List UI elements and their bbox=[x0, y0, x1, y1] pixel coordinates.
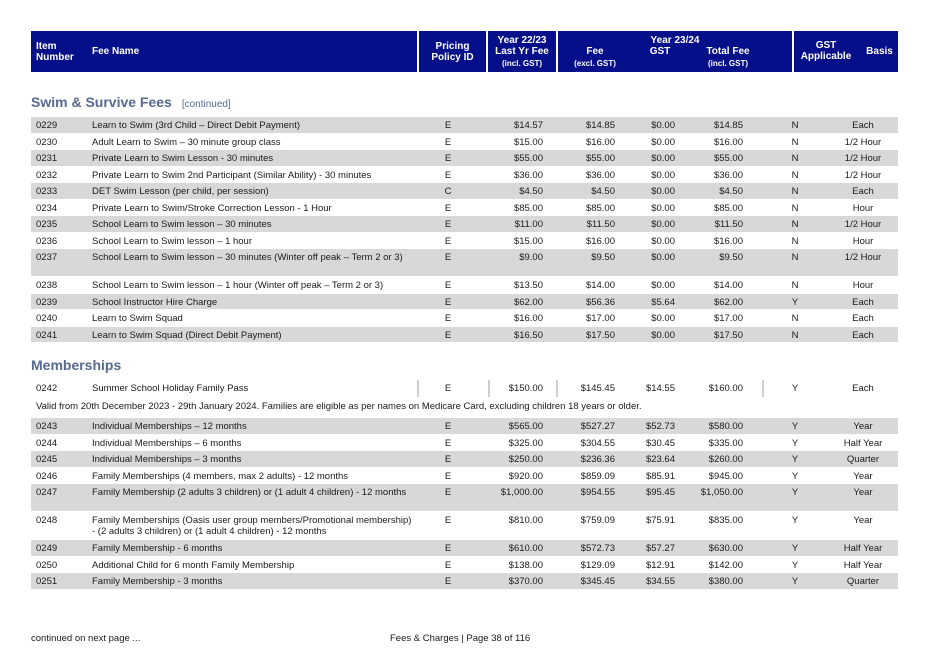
cell-gst: $0.00 bbox=[651, 219, 675, 230]
cell-total-fee: $16.00 bbox=[713, 136, 743, 148]
cell-gst-applicable: N bbox=[791, 280, 799, 291]
cell-last-yr-fee: $15.00 bbox=[513, 136, 543, 148]
cell-fee-name: Individual Memberships – 3 months bbox=[92, 454, 242, 465]
cell-fee-name: Family Memberships (4 members, max 2 adults) - 12 months bbox=[92, 470, 349, 482]
cell-last-yr-fee: $810.00 bbox=[508, 515, 543, 526]
header-pricing-policy bbox=[419, 31, 486, 72]
header-fee: Fee bbox=[586, 46, 604, 57]
cell-item-number: 0249 bbox=[36, 543, 58, 554]
cell-item-number: 0233 bbox=[36, 186, 58, 197]
table-row bbox=[31, 277, 898, 293]
cell-fee: $36.00 bbox=[585, 169, 615, 181]
cell-pricing-policy: E bbox=[444, 487, 452, 498]
cell-fee: $11.50 bbox=[586, 219, 615, 230]
cell-fee: $14.00 bbox=[585, 280, 615, 291]
cell-fee-name: Individual Memberships – 12 months bbox=[92, 421, 247, 432]
header-year-curr: Year 23/24 bbox=[650, 35, 700, 46]
cell-last-yr-fee: $14.57 bbox=[513, 120, 543, 131]
cell-basis: Year bbox=[853, 487, 873, 498]
table-row bbox=[31, 117, 898, 133]
cell-fee: $859.09 bbox=[580, 470, 615, 482]
cell-pricing-policy: E bbox=[444, 313, 452, 324]
cell-item-number: 0251 bbox=[36, 576, 58, 587]
table-row bbox=[31, 310, 898, 326]
cell-gst: $95.45 bbox=[645, 487, 675, 498]
table-row bbox=[31, 167, 898, 183]
cell-basis: Year bbox=[853, 470, 873, 482]
cell-basis: Hour bbox=[852, 280, 874, 291]
cell-item-number: 0235 bbox=[36, 219, 58, 230]
cell-pricing-policy: E bbox=[444, 559, 452, 571]
table-row bbox=[31, 557, 898, 573]
cell-total-fee: $17.00 bbox=[713, 313, 743, 324]
cell-fee: $145.45 bbox=[580, 383, 615, 394]
cell-gst-applicable: Y bbox=[791, 421, 799, 432]
column-separator bbox=[762, 380, 764, 397]
cell-basis: Half Year bbox=[843, 543, 883, 554]
cell-item-number: 0240 bbox=[36, 313, 58, 324]
cell-basis: Year bbox=[853, 515, 873, 526]
cell-fee-name: Learn to Swim Squad (Direct Debit Payment) bbox=[92, 329, 282, 341]
swim-continued-text: [continued] bbox=[181, 99, 231, 110]
cell-total-fee: $1,050.00 bbox=[700, 487, 743, 498]
cell-pricing-policy: E bbox=[444, 153, 452, 164]
cell-last-yr-fee: $1,000.00 bbox=[500, 487, 543, 498]
cell-total-fee: $380.00 bbox=[708, 576, 743, 587]
cell-fee: $56.36 bbox=[585, 296, 615, 308]
cell-last-yr-fee: $55.00 bbox=[513, 153, 543, 164]
cell-last-yr-fee: $325.00 bbox=[508, 437, 543, 449]
cell-gst: $0.00 bbox=[651, 120, 675, 131]
table-row bbox=[31, 327, 898, 343]
table-row bbox=[31, 183, 898, 199]
section-title-memberships: Memberships bbox=[31, 357, 122, 373]
table-row bbox=[31, 150, 898, 166]
cell-fee-name: Summer School Holiday Family Pass bbox=[92, 383, 249, 394]
column-separator bbox=[556, 380, 558, 397]
cell-gst-applicable: N bbox=[791, 252, 799, 263]
cell-gst-applicable: Y bbox=[791, 437, 799, 449]
cell-item-number: 0236 bbox=[36, 235, 58, 247]
cell-fee-name: Family Membership - 6 months bbox=[92, 543, 223, 554]
cell-fee-name: School Learn to Swim lesson – 1 hour bbox=[92, 235, 253, 247]
cell-basis: Year bbox=[853, 421, 873, 432]
cell-pricing-policy: E bbox=[444, 296, 452, 308]
cell-item-number: 0247 bbox=[36, 487, 58, 498]
cell-gst-applicable: N bbox=[791, 313, 799, 324]
cell-last-yr-fee: $565.00 bbox=[508, 421, 543, 432]
cell-fee-name: Learn to Swim (3rd Child – Direct Debit Payment) bbox=[92, 120, 301, 131]
cell-gst-applicable: Y bbox=[791, 454, 799, 465]
header-pricing-policy-label: Pricing Policy ID bbox=[431, 40, 474, 63]
cell-total-fee: $945.00 bbox=[708, 470, 743, 482]
cell-total-fee: $142.00 bbox=[708, 559, 743, 571]
swim-title-text: Swim & Survive Fees bbox=[31, 94, 172, 110]
cell-fee: $527.27 bbox=[580, 421, 615, 432]
cell-last-yr-fee: $85.00 bbox=[513, 202, 543, 214]
cell-fee: $4.50 bbox=[591, 186, 615, 197]
cell-pricing-policy: E bbox=[444, 219, 452, 230]
cell-gst: $14.55 bbox=[645, 383, 675, 394]
cell-basis: 1/2 Hour bbox=[844, 136, 882, 148]
table-row bbox=[31, 200, 898, 216]
cell-fee: $954.55 bbox=[580, 487, 615, 498]
cell-fee-name: School Learn to Swim lesson – 30 minutes (Winter off peak – Term 2 or 3) bbox=[92, 252, 403, 263]
cell-item-number: 0238 bbox=[36, 280, 58, 291]
cell-fee: $55.00 bbox=[585, 153, 615, 164]
cell-gst: $52.73 bbox=[645, 421, 675, 432]
cell-pricing-policy: E bbox=[444, 543, 452, 554]
cell-gst-applicable: N bbox=[791, 186, 799, 197]
cell-last-yr-fee: $250.00 bbox=[508, 454, 543, 465]
cell-gst: $0.00 bbox=[651, 136, 675, 148]
cell-total-fee: $580.00 bbox=[708, 421, 743, 432]
cell-pricing-policy: E bbox=[444, 235, 452, 247]
cell-fee: $14.85 bbox=[585, 120, 615, 131]
cell-fee-name: Learn to Swim Squad bbox=[92, 313, 183, 324]
table-row bbox=[31, 294, 898, 310]
cell-gst: $30.45 bbox=[645, 437, 675, 449]
cell-last-yr-fee: $920.00 bbox=[508, 470, 543, 482]
cell-gst: $0.00 bbox=[651, 153, 675, 164]
cell-fee-name: Private Learn to Swim 2nd Participant (Similar Ability) - 30 minutes bbox=[92, 169, 372, 181]
cell-basis: Hour bbox=[852, 235, 874, 247]
cell-item-number: 0239 bbox=[36, 296, 58, 308]
cell-fee-name: School Learn to Swim lesson – 30 minutes bbox=[92, 219, 272, 230]
cell-gst: $34.55 bbox=[645, 576, 675, 587]
cell-total-fee: $4.50 bbox=[719, 186, 743, 197]
cell-fee-name: School Learn to Swim lesson – 1 hour (Winter off peak – Term 2 or 3) bbox=[92, 280, 384, 291]
cell-fee: $236.36 bbox=[580, 454, 615, 465]
cell-item-number: 0250 bbox=[36, 559, 58, 571]
cell-gst: $0.00 bbox=[651, 186, 675, 197]
cell-basis: Quarter bbox=[846, 576, 880, 587]
cell-pricing-policy: E bbox=[444, 329, 452, 341]
cell-gst-applicable: N bbox=[791, 169, 799, 181]
cell-pricing-policy: E bbox=[444, 576, 452, 587]
cell-pricing-policy: E bbox=[444, 421, 452, 432]
cell-gst: $0.00 bbox=[651, 329, 675, 341]
header-gst-applicable: GST Applicable bbox=[800, 40, 852, 62]
cell-basis: Each bbox=[852, 329, 874, 341]
cell-basis: Each bbox=[852, 120, 874, 131]
cell-gst: $75.91 bbox=[645, 515, 675, 526]
cell-gst-applicable: N bbox=[791, 235, 799, 247]
cell-gst-applicable: Y bbox=[791, 487, 799, 498]
table-row bbox=[31, 216, 898, 232]
cell-basis: Half Year bbox=[843, 559, 883, 571]
cell-pricing-policy: E bbox=[444, 202, 452, 214]
table-row bbox=[31, 435, 898, 451]
cell-last-yr-fee: $9.00 bbox=[519, 252, 543, 263]
cell-last-yr-fee: $16.50 bbox=[513, 329, 543, 341]
cell-item-number: 0230 bbox=[36, 136, 58, 148]
cell-gst-applicable: Y bbox=[791, 559, 799, 571]
cell-fee: $17.00 bbox=[585, 313, 615, 324]
cell-item-number: 0241 bbox=[36, 329, 58, 341]
cell-total-fee: $260.00 bbox=[708, 454, 743, 465]
cell-fee: $129.09 bbox=[580, 559, 615, 571]
cell-gst: $57.27 bbox=[645, 543, 675, 554]
cell-fee-name: DET Swim Lesson (per child, per session) bbox=[92, 186, 269, 197]
header-item-number: Item Number bbox=[36, 40, 74, 63]
table-row bbox=[31, 418, 898, 434]
cell-fee-name: Additional Child for 6 month Family Membership bbox=[92, 559, 295, 571]
header-gst: GST bbox=[649, 46, 671, 57]
cell-gst-applicable: N bbox=[791, 120, 799, 131]
cell-fee: $85.00 bbox=[585, 202, 615, 214]
cell-last-yr-fee: $13.50 bbox=[513, 280, 543, 291]
cell-last-yr-fee: $36.00 bbox=[513, 169, 543, 181]
cell-gst: $12.91 bbox=[645, 559, 675, 571]
cell-pricing-policy: E bbox=[444, 280, 452, 291]
cell-gst: $23.64 bbox=[645, 454, 675, 465]
cell-pricing-policy: E bbox=[444, 454, 452, 465]
cell-total-fee: $85.00 bbox=[713, 202, 743, 214]
continued-note: continued on next page ... bbox=[31, 633, 141, 644]
table-row bbox=[31, 233, 898, 249]
cell-pricing-policy: E bbox=[444, 437, 452, 449]
cell-pricing-policy: E bbox=[444, 169, 452, 181]
cell-total-fee: $14.00 bbox=[713, 280, 743, 291]
cell-pricing-policy: C bbox=[444, 186, 452, 197]
cell-total-fee: $11.50 bbox=[714, 219, 743, 230]
cell-fee-name: Private Learn to Swim/Stroke Correction Lesson - 1 Hour bbox=[92, 202, 332, 214]
cell-last-yr-fee: $62.00 bbox=[513, 296, 543, 308]
cell-pricing-policy: E bbox=[444, 120, 452, 131]
cell-gst: $0.00 bbox=[651, 235, 675, 247]
cell-gst: $85.91 bbox=[645, 470, 675, 482]
cell-total-fee: $335.00 bbox=[708, 437, 743, 449]
cell-fee-name: School Instructor Hire Charge bbox=[92, 296, 218, 308]
table-row bbox=[31, 380, 898, 398]
cell-total-fee: $36.00 bbox=[713, 169, 743, 181]
cell-item-number: 0245 bbox=[36, 454, 58, 465]
table-row bbox=[31, 512, 898, 539]
header-incl-gst-1: (incl. GST) bbox=[502, 58, 542, 68]
cell-item-number: 0237 bbox=[36, 252, 58, 263]
header-excl-gst: (excl. GST) bbox=[574, 59, 616, 68]
cell-total-fee: $9.50 bbox=[719, 252, 743, 263]
cell-basis: 1/2 Hour bbox=[844, 219, 882, 230]
cell-gst-applicable: N bbox=[791, 219, 799, 230]
cell-fee: $16.00 bbox=[585, 235, 615, 247]
cell-gst: $0.00 bbox=[651, 280, 675, 291]
table-row bbox=[31, 540, 898, 556]
table-row bbox=[31, 573, 898, 589]
section-title-swim bbox=[31, 94, 231, 110]
cell-last-yr-fee: $15.00 bbox=[513, 235, 543, 247]
cell-fee: $17.50 bbox=[585, 329, 615, 341]
cell-basis: 1/2 Hour bbox=[844, 252, 882, 263]
cell-basis: Each bbox=[852, 313, 874, 324]
cell-pricing-policy: E bbox=[444, 470, 452, 482]
cell-basis: Each bbox=[852, 296, 874, 308]
cell-fee-name: Private Learn to Swim Lesson - 30 minutes bbox=[92, 153, 274, 164]
cell-total-fee: $17.50 bbox=[713, 329, 743, 341]
cell-item-number: 0248 bbox=[36, 515, 58, 526]
table-row bbox=[31, 484, 898, 511]
cell-basis: Quarter bbox=[846, 454, 880, 465]
cell-total-fee: $160.00 bbox=[708, 383, 743, 394]
page-number: Fees & Charges | Page 38 of 116 bbox=[390, 633, 531, 644]
cell-fee-name: Individual Memberships – 6 months bbox=[92, 437, 242, 449]
cell-total-fee: $14.85 bbox=[713, 120, 743, 131]
membership-note: Valid from 20th December 2023 - 29th January 2024. Families are eligible as per names on Medicare Card, excluding children 18 years or older. bbox=[36, 401, 642, 412]
cell-fee: $759.09 bbox=[580, 515, 615, 526]
table-row bbox=[31, 451, 898, 467]
cell-fee-name: Family Memberships (Oasis user group members/Promotional membership) - (2 adults 3 children) or (1 adult 4 children) - 12 months bbox=[92, 515, 412, 537]
cell-last-yr-fee: $138.00 bbox=[508, 559, 543, 571]
cell-gst: $0.00 bbox=[651, 313, 675, 324]
cell-last-yr-fee: $4.50 bbox=[519, 186, 543, 197]
cell-pricing-policy: E bbox=[444, 383, 452, 394]
cell-gst-applicable: Y bbox=[791, 543, 799, 554]
cell-fee: $572.73 bbox=[580, 543, 615, 554]
table-row bbox=[31, 134, 898, 150]
cell-fee: $16.00 bbox=[585, 136, 615, 148]
header-incl-gst-2: (incl. GST) bbox=[708, 59, 748, 68]
cell-gst: $5.64 bbox=[651, 296, 675, 308]
header-item-number-fee-name bbox=[31, 31, 417, 72]
cell-gst-applicable: Y bbox=[791, 296, 799, 308]
cell-gst-applicable: Y bbox=[791, 383, 799, 394]
cell-last-yr-fee: $16.00 bbox=[513, 313, 543, 324]
cell-pricing-policy: E bbox=[444, 136, 452, 148]
header-last-yr bbox=[488, 31, 556, 72]
header-year-prev: Year 22/23 bbox=[497, 34, 547, 46]
cell-gst-applicable: N bbox=[791, 202, 799, 214]
cell-gst: $0.00 bbox=[651, 202, 675, 214]
cell-basis: 1/2 Hour bbox=[844, 153, 882, 164]
header-last-yr-fee: Last Yr Fee bbox=[495, 45, 549, 57]
table-row bbox=[31, 468, 898, 484]
cell-item-number: 0243 bbox=[36, 421, 58, 432]
cell-item-number: 0242 bbox=[36, 383, 58, 394]
cell-total-fee: $62.00 bbox=[713, 296, 743, 308]
cell-basis: Each bbox=[852, 186, 874, 197]
column-separator bbox=[417, 380, 419, 397]
cell-last-yr-fee: $610.00 bbox=[508, 543, 543, 554]
cell-basis: Each bbox=[852, 383, 874, 394]
cell-item-number: 0244 bbox=[36, 437, 58, 449]
cell-basis: Hour bbox=[852, 202, 874, 214]
cell-item-number: 0232 bbox=[36, 169, 58, 181]
cell-basis: Half Year bbox=[843, 437, 883, 449]
table-header bbox=[31, 31, 898, 72]
cell-fee: $345.45 bbox=[580, 576, 615, 587]
cell-gst-applicable: Y bbox=[791, 470, 799, 482]
cell-gst-applicable: N bbox=[791, 153, 799, 164]
table-row bbox=[31, 249, 898, 276]
cell-item-number: 0229 bbox=[36, 120, 58, 131]
cell-fee-name: Family Membership - 3 months bbox=[92, 576, 223, 587]
cell-gst-applicable: N bbox=[791, 136, 799, 148]
cell-total-fee: $835.00 bbox=[708, 515, 743, 526]
cell-last-yr-fee: $370.00 bbox=[508, 576, 543, 587]
cell-gst: $0.00 bbox=[651, 169, 675, 181]
cell-total-fee: $16.00 bbox=[713, 235, 743, 247]
cell-gst-applicable: Y bbox=[791, 515, 799, 526]
header-basis: Basis bbox=[866, 46, 893, 57]
cell-gst-applicable: Y bbox=[791, 576, 799, 587]
cell-gst: $0.00 bbox=[651, 252, 675, 263]
cell-item-number: 0231 bbox=[36, 153, 58, 164]
cell-total-fee: $55.00 bbox=[713, 153, 743, 164]
cell-last-yr-fee: $11.00 bbox=[514, 219, 543, 230]
cell-pricing-policy: E bbox=[444, 515, 452, 526]
cell-item-number: 0246 bbox=[36, 470, 58, 482]
cell-item-number: 0234 bbox=[36, 202, 58, 214]
cell-gst-applicable: N bbox=[791, 329, 799, 341]
cell-total-fee: $630.00 bbox=[708, 543, 743, 554]
cell-fee: $9.50 bbox=[591, 252, 615, 263]
header-fee-name: Fee Name bbox=[92, 46, 140, 57]
column-separator bbox=[488, 380, 490, 397]
cell-basis: 1/2 Hour bbox=[844, 169, 882, 181]
cell-last-yr-fee: $150.00 bbox=[508, 383, 543, 394]
cell-fee: $304.55 bbox=[580, 437, 615, 449]
cell-fee-name: Family Membership (2 adults 3 children) or (1 adult 4 children) - 12 months bbox=[92, 487, 407, 498]
header-total-fee: Total Fee bbox=[706, 46, 750, 57]
cell-fee-name: Adult Learn to Swim – 30 minute group class bbox=[92, 136, 281, 148]
cell-pricing-policy: E bbox=[444, 252, 452, 263]
